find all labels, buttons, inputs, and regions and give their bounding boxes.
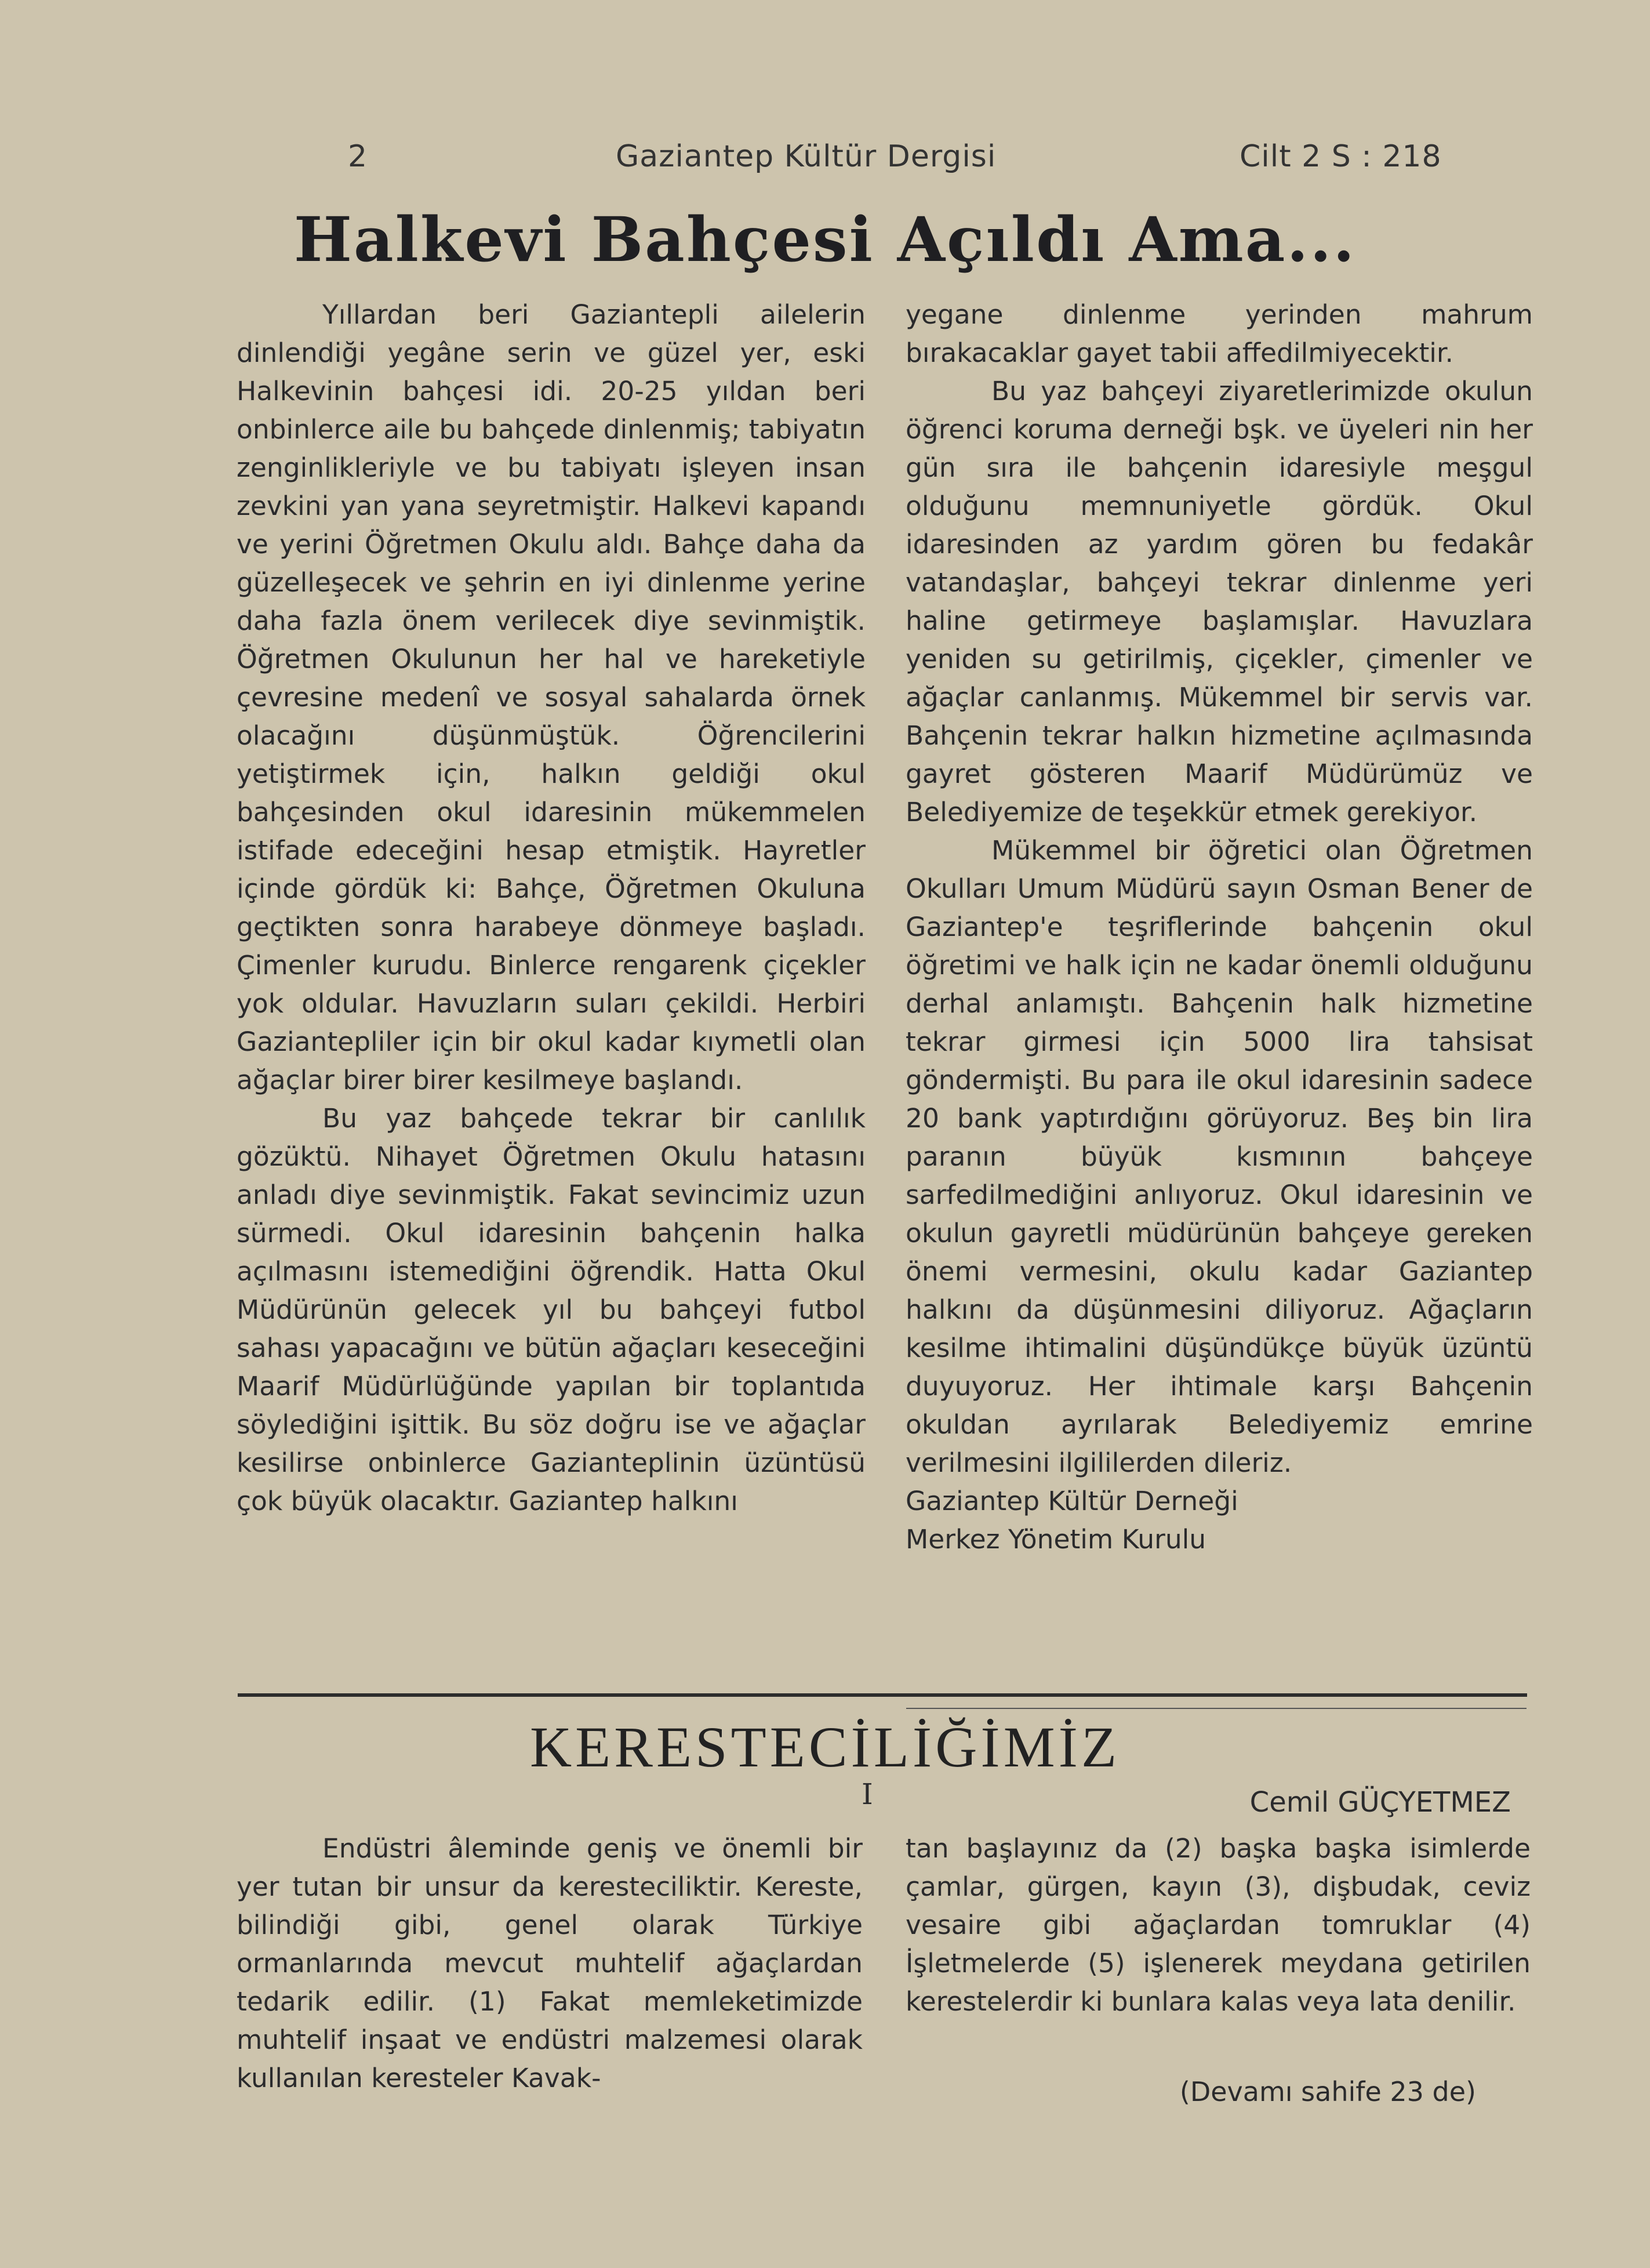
article2-title: KERESTECİLİĞİMİZ (529, 1715, 1121, 1779)
continued-note: (Devamı sahife 23 de) (1179, 2076, 1476, 2107)
paragraph: tan başlayınız da (2) başka başka isimlerde çamlar, gürgen, kayın (3), dişbudak, ceviz vesaire gibi ağaçlardan tomruklar (4) İşletmelerde (5) işlenerek meydana getirilen kerestelerdir ki bunlara kalas veya lata denilir. (906, 1833, 1531, 2017)
journal-name: Gaziantep Kültür Dergisi (616, 139, 997, 174)
article-column-right (906, 296, 1533, 1559)
paragraph: Bu yaz bahçeyi ziyaretlerimizde okulun öğrenci koruma derneği bşk. ve üyeleri nin her gün sıra ile bahçenin idaresiyle meşgul olduğunu memnuniyetle gördük. Okul idaresinden az yardım gören bu fedakâr vatandaşlar, bahçeyi tekrar dinlenme yeri haline getirmeye başlamışlar. Havuzlara yeniden su getirilmiş, çiçekler, çimenler ve ağaçlar canlanmış. Mükemmel bir servis var. Bahçenin tekrar halkın hizmetine açılmasında gayret gösteren Maarif Müdürümüz ve Belediyemize de teşekkür etmek gerekiyor. (906, 376, 1533, 828)
volume-issue: Cilt 2 S : 218 (1240, 139, 1442, 174)
signature-line: Gaziantep Kültür Derneği (906, 1486, 1238, 1516)
author-byline: Cemil GÜÇYETMEZ (1249, 1786, 1511, 1819)
paragraph: Mükemmel bir öğretici olan Öğretmen Okulları Umum Müdürü sayın Osman Bener de Gaziantep'e teşriflerinde bahçenin okul öğretimi ve halk için ne kadar önemli olduğunu derhal anlamıştı. Bahçenin halk hizmetine tekrar girmesi için 5000 lira tahsisat göndermişti. Bu para ile okul idaresinin sadece 20 bank yaptırdığını görüyoruz. Beş bin lira paranın büyük kısmının bahçeye sarfedilmediğini anlıyoruz. Okul idaresinin ve okulun gayretli müdürünün bahçeye gereken önemi vermesini, okulu kadar Gaziantep halkını da düşünmesini diliyoruz. Ağaçların kesilme ihtimalini düşündükçe büyük üzüntü duyuyoruz. Her ihtimale karşı Bahçenin okuldan ayrılarak Belediyemiz emrine verilmesini ilgililerden dileriz. (906, 835, 1533, 1478)
article-title: Halkevi Bahçesi Açıldı Ama... (293, 203, 1357, 275)
paragraph: Bu yaz bahçede tekrar bir canlılık gözüktü. Nihayet Öğretmen Okulu hatasını anladı diye sevinmiştik. Fakat sevincimiz uzun sürmedi. Okul idaresinin bahçenin halka açılmasını istemediğini öğrendik. Hatta Okul Müdürünün gelecek yıl bu bahçeyi futbol sahası yapacağını ve bütün ağaçları keseceğini Maarif Müdürlüğünde yapılan bir toplantıda söylediğini işittik. Bu söz doğru ise ve ağaçlar kesilirse onbinlerce Gazianteplinin üzüntüsü çok büyük olacaktır. Gaziantep halkını (237, 1103, 866, 1516)
section-divider (238, 1693, 1527, 1697)
paragraph: Yıllardan beri Gaziantepli ailelerin dinlendiği yegâne serin ve güzel yer, eski Halkevinin bahçesi idi. 20-25 yıldan beri onbinlerce aile bu bahçede dinlenmiş; tabiyatın zenginlikleriyle ve bu tabiyatı işleyen insan zevkini yan yana seyretmiştir. Halkevi kapandı ve yerini Öğretmen Okulu aldı. Bahçe daha da güzelleşecek ve şehrin en iyi dinlenme yerine daha fazla önem verilecek diye sevinmiştik. Öğretmen Okulunun her hal ve hareketiyle çevresine medenî ve sosyal sahalarda örnek olacağını düşünmüştük. Öğrencilerini yetiştirmek için, halkın geldiği okul bahçesinden okul idaresinin mükemmelen istifade edeceğini hesap etmiştik. Hayretler içinde gördük ki: Bahçe, Öğretmen Okuluna geçtikten sonra harabeye dönmeye başladı. Çimenler kurudu. Binlerce rengarenk çiçekler yok oldular. Havuzların suları çekildi. Herbiri Gaziantepliler için bir okul kadar kıymetli olan ağaçlar birer birer kesilmeye başlandı. (237, 299, 866, 1095)
article2-column-right (906, 1830, 1531, 2021)
part-number: I (862, 1777, 873, 1811)
signature-line: Merkez Yönetim Kurulu (906, 1524, 1206, 1555)
article2-column-left (237, 1830, 863, 2098)
paragraph: Endüstri âleminde geniş ve önemli bir yer tutan bir unsur da keresteciliktir. Kereste, bilindiği gibi, genel olarak Türkiye ormanlarında mevcut muhtelif ağaçlardan tedarik edilir. (1) Fakat memleketimizde muhtelif inşaat ve endüstri malzemesi olarak kullanılan keresteler Kavak- (237, 1833, 863, 2093)
page-number: 2 (348, 139, 368, 174)
article-column-left (237, 296, 866, 1521)
section-divider-thin (906, 1708, 1527, 1709)
paragraph: yegane dinlenme yerinden mahrum bırakacaklar gayet tabii affedilmiyecektir. (906, 299, 1533, 368)
